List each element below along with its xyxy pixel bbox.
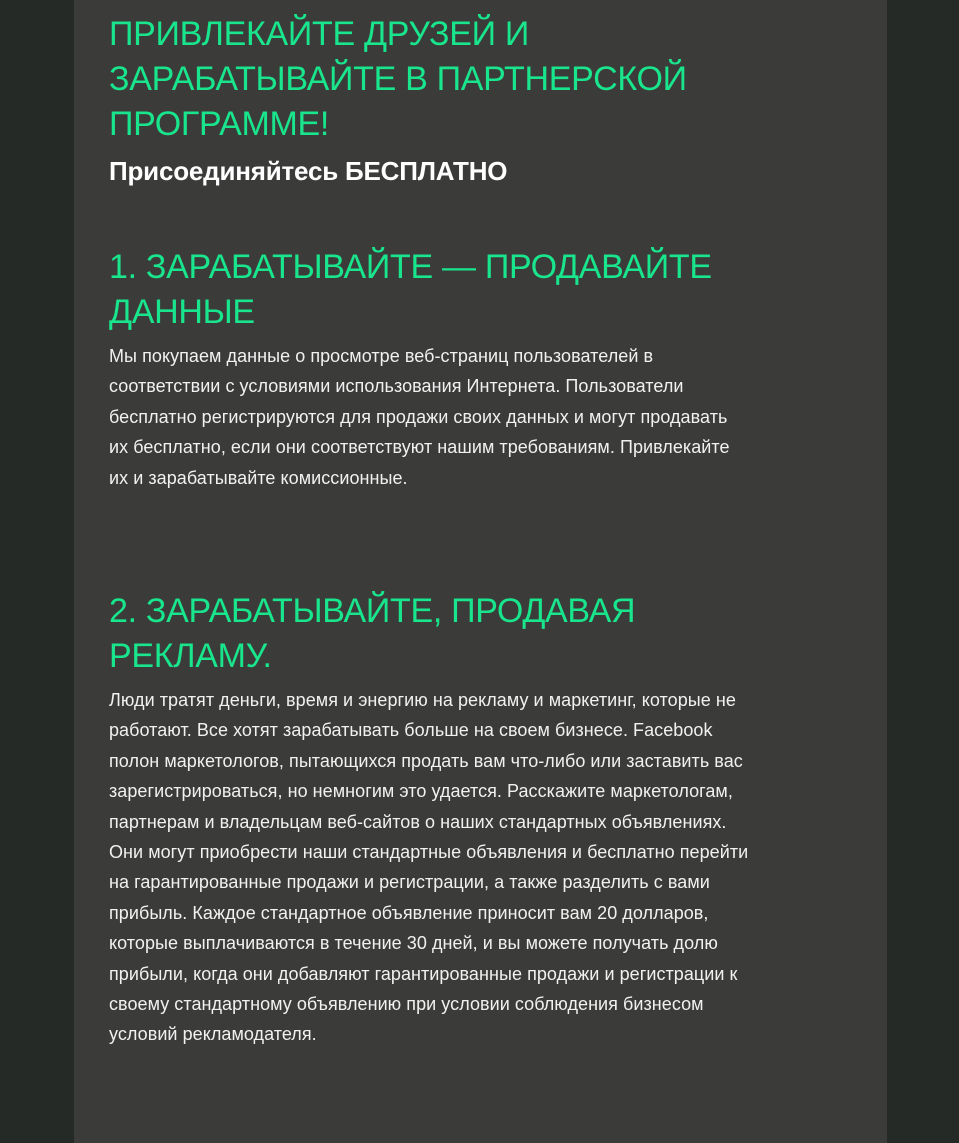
- page-title: ПРИВЛЕКАЙТЕ ДРУЗЕЙ И ЗАРАБАТЫВАЙТЕ В ПАРТНЕРСКОЙ ПРОГРАММЕ!: [109, 15, 687, 143]
- content-panel: [74, 0, 887, 1143]
- section-1-title: 1. ЗАРАБАТЫВАЙТЕ — ПРОДАВАЙТЕ ДАННЫЕ: [109, 248, 712, 331]
- page-subtitle: Присоединяйтесь БЕСПЛАТНО: [109, 156, 508, 186]
- section-2-title: 2. ЗАРАБАТЫВАЙТЕ, ПРОДАВАЯ РЕКЛАМУ.: [109, 592, 636, 675]
- section-2-body: Люди тратят деньги, время и энергию на рекламу и маркетинг, которые не работают. Все хотят зарабатывать больше на своем бизнесе. Facebook полон маркетологов, пытающихся продать вам что-либо или заставить вас зарегистрироваться, но немногим это удается. Расскажите маркетологам, партнерам и владельцам веб-сайтов о наших стандартных объявлениях. Они могут приобрести наши стандартные объявления и бесплатно перейти на гарантированные продажи и регистрации, а также разделить с вами прибыль. Каждое стандартное объявление приносит вам 20 долларов, которые выплачиваются в течение 30 дней, и вы можете получать долю прибыли, когда они добавляют гарантированные продажи и регистрации к своему стандартному объявлению при условии соблюдения бизнесом условий рекламодателя.: [109, 690, 749, 1045]
- section-1-body: Мы покупаем данные о просмотре веб-страниц пользователей в соответствии с условиями использования Интернета. Пользователи бесплатно регистрируются для продажи своих данных и могут продавать их бесплатно, если они соответствуют нашим требованиям. Привлекайте их и зарабатывайте комиссионные.: [109, 346, 730, 488]
